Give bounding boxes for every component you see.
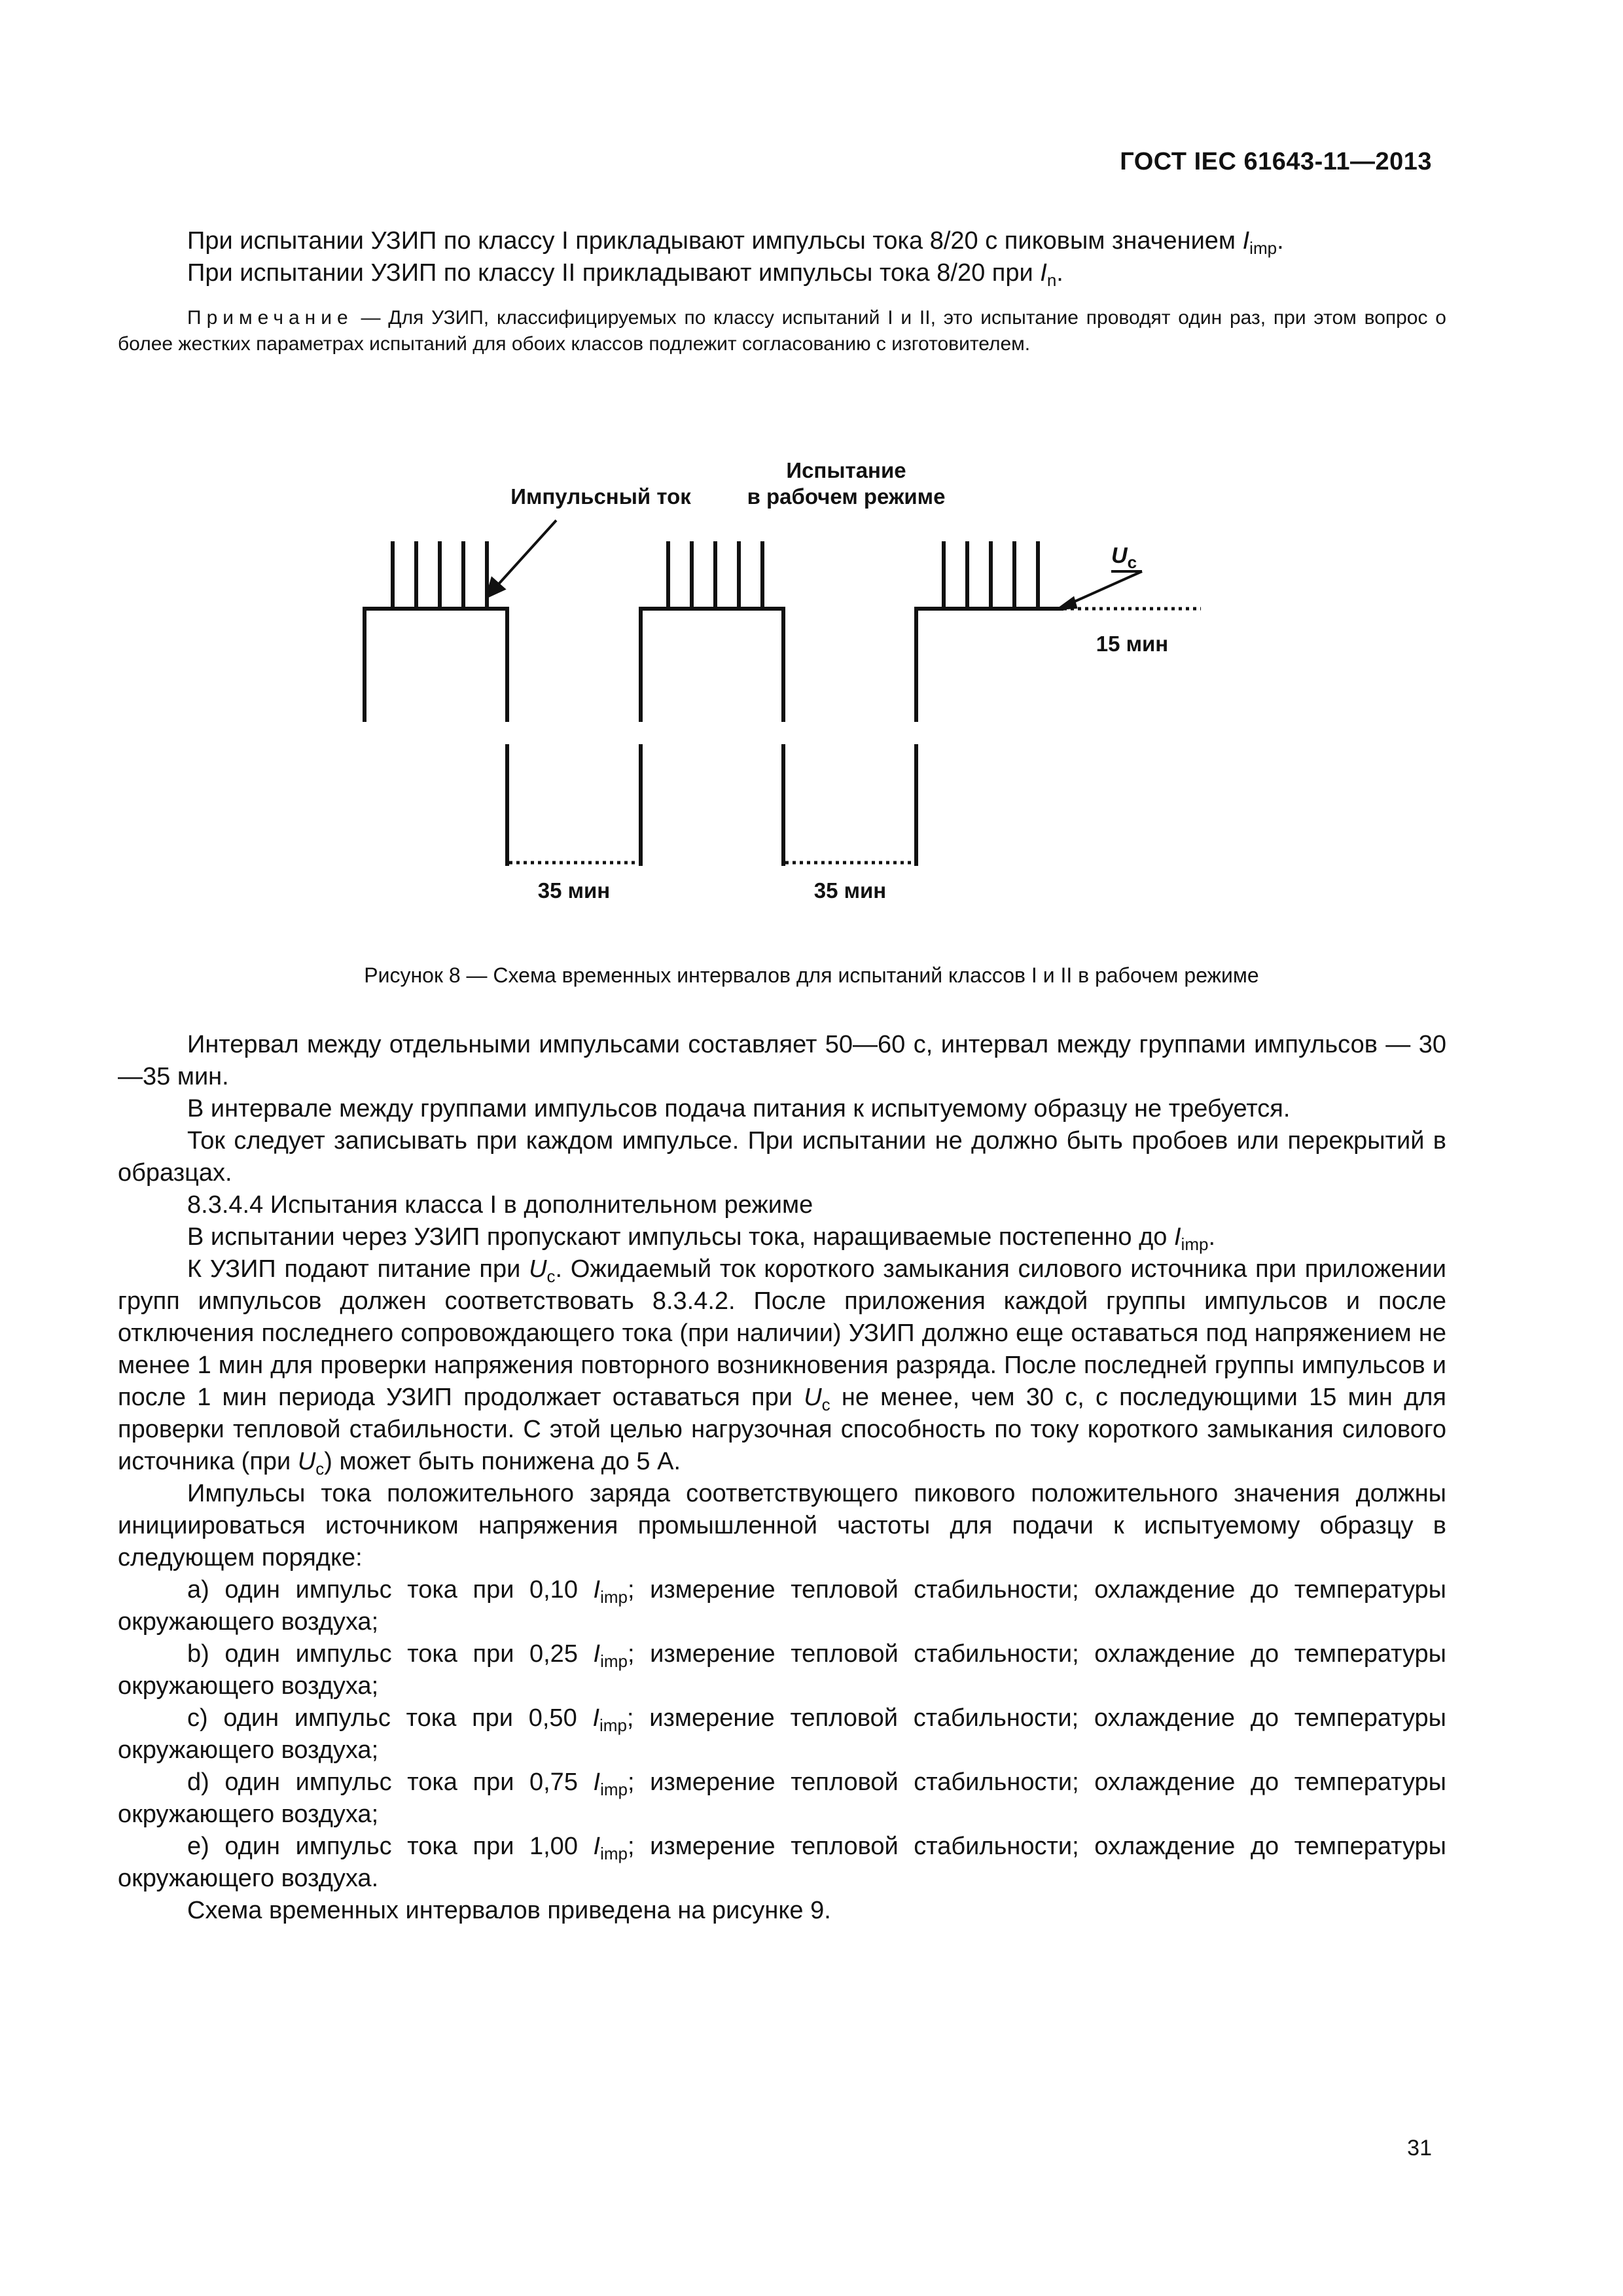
label-15-min: 15 мин <box>1096 632 1169 656</box>
intro-block <box>118 225 1446 289</box>
impulse-label-leader <box>494 520 556 589</box>
body-paragraph-8: Схема временных интервалов приведена на рисунке 9. <box>187 1897 831 1924</box>
uc-arrowhead <box>1059 598 1076 609</box>
operating-bracket-1 <box>365 609 507 720</box>
impulse-group-1 <box>393 543 487 609</box>
impulse-group-3 <box>944 543 1038 609</box>
intro-line-2: При испытании УЗИП по классу II прикладывают импульсы тока 8/20 при $I_n$. <box>187 259 1063 290</box>
body-paragraph-6: К УЗИП подают питание при $U_c$. Ожидаемый ток короткого замыкания силового источника при приложении групп импульсов должен соответствовать 8.3.4.2. После приложения каждой группы импульсов и после отключения последнего сопровождающего тока (при наличии) УЗИП должно еще оставаться под напряжением не менее 1 мин для проверки напряжения повторного возникновения разряда. После последней группы импульсов и после 1 мин периода УЗИП продолжает оставаться при $U_c$ не менее, чем 30 с, с последующими 15 мин для проверки тепловой стабильности. С этой целью нагрузочная способность по току короткого замыкания силового источника (при $U_c$) может быть понижена до 5 А. <box>118 1255 1447 1479</box>
document-header: ГОСТ IEC 61643-11—2013 <box>1120 148 1432 175</box>
figure-caption: Рисунок 8 — Схема временных интервалов для испытаний классов I и II в рабочем режиме <box>364 963 1259 987</box>
pause-bracket-2 <box>783 746 916 864</box>
label-test-line-1: Испытание <box>786 458 906 482</box>
body-paragraph-7: Импульсы тока положительного заряда соответствующего пикового положительного значения должны инициироваться источником напряжения промышленной частоты для подачи к испытуемому образцу в следующем порядке: <box>118 1480 1446 1571</box>
label-35-min-2: 35 мин <box>813 878 887 903</box>
pause-bracket-1 <box>507 746 641 864</box>
body-paragraph-2: В интервале между группами импульсов подача питания к испытуемому образцу не требуется. <box>187 1095 1291 1122</box>
note-text: — Для УЗИП, классифицируемых по классу испытаний I и II, это испытание проводят один раз, при этом вопрос о более жестких параметрах испытаний для обоих классов подлежит согласованию с изготовителем. <box>118 307 1446 355</box>
operating-bracket-2 <box>641 609 783 720</box>
intro-line-1: При испытании УЗИП по классу I прикладывают импульсы тока 8/20 с пиковым значением $I_{imp}$. <box>187 227 1284 258</box>
list-item-b: b) один импульс тока при 0,25 $I_{imp}$; измерение тепловой стабильности; охлаждение до температуры окружающего воздуха; <box>118 1640 1446 1700</box>
list-item-d: d) один импульс тока при 0,75 $I_{imp}$; измерение тепловой стабильности; охлаждение до температуры окружающего воздуха; <box>118 1768 1446 1828</box>
impulse-group-2 <box>668 543 762 609</box>
note-paragraph <box>118 305 1446 357</box>
body-paragraph-3: Ток следует записывать при каждом импульсе. При испытании не должно быть пробоев или перекрытий в образцах. <box>118 1127 1446 1187</box>
label-impulse-current: Импульсный ток <box>510 484 691 509</box>
operating-bracket-3 <box>916 609 1061 720</box>
list-item-e: e) один импульс тока при 1,00 $I_{imp}$; измерение тепловой стабильности; охлаждение до температуры окружающего воздуха. <box>118 1833 1446 1892</box>
label-test-line-2: в рабочем режиме <box>747 484 946 509</box>
body-block <box>118 1029 1446 1927</box>
body-paragraph-1: Интервал между отдельными импульсами составляет 50—60 с, интервал между группами импульсов — 30—35 мин. <box>118 1031 1446 1090</box>
label-uc: $U_c$ <box>1111 543 1137 572</box>
figure-8-diagram <box>0 425 1623 949</box>
body-paragraph-5: В испытании через УЗИП пропускают импульсы тока, наращиваемые постепенно до $I_{imp}$. <box>187 1223 1216 1254</box>
section-heading-8-3-4-4: 8.3.4.4 Испытания класса I в дополнительном режиме <box>187 1191 813 1219</box>
page-number: 31 <box>1407 2136 1432 2161</box>
list-item-a: a) один импульс тока при 0,10 $I_{imp}$; измерение тепловой стабильности; охлаждение до температуры окружающего воздуха; <box>118 1576 1446 1636</box>
label-35-min-1: 35 мин <box>537 878 611 903</box>
list-item-c: c) один импульс тока при 0,50 $I_{imp}$; измерение тепловой стабильности; охлаждение до температуры окружающего воздуха; <box>118 1704 1446 1764</box>
note-label: Примечание <box>187 307 353 329</box>
